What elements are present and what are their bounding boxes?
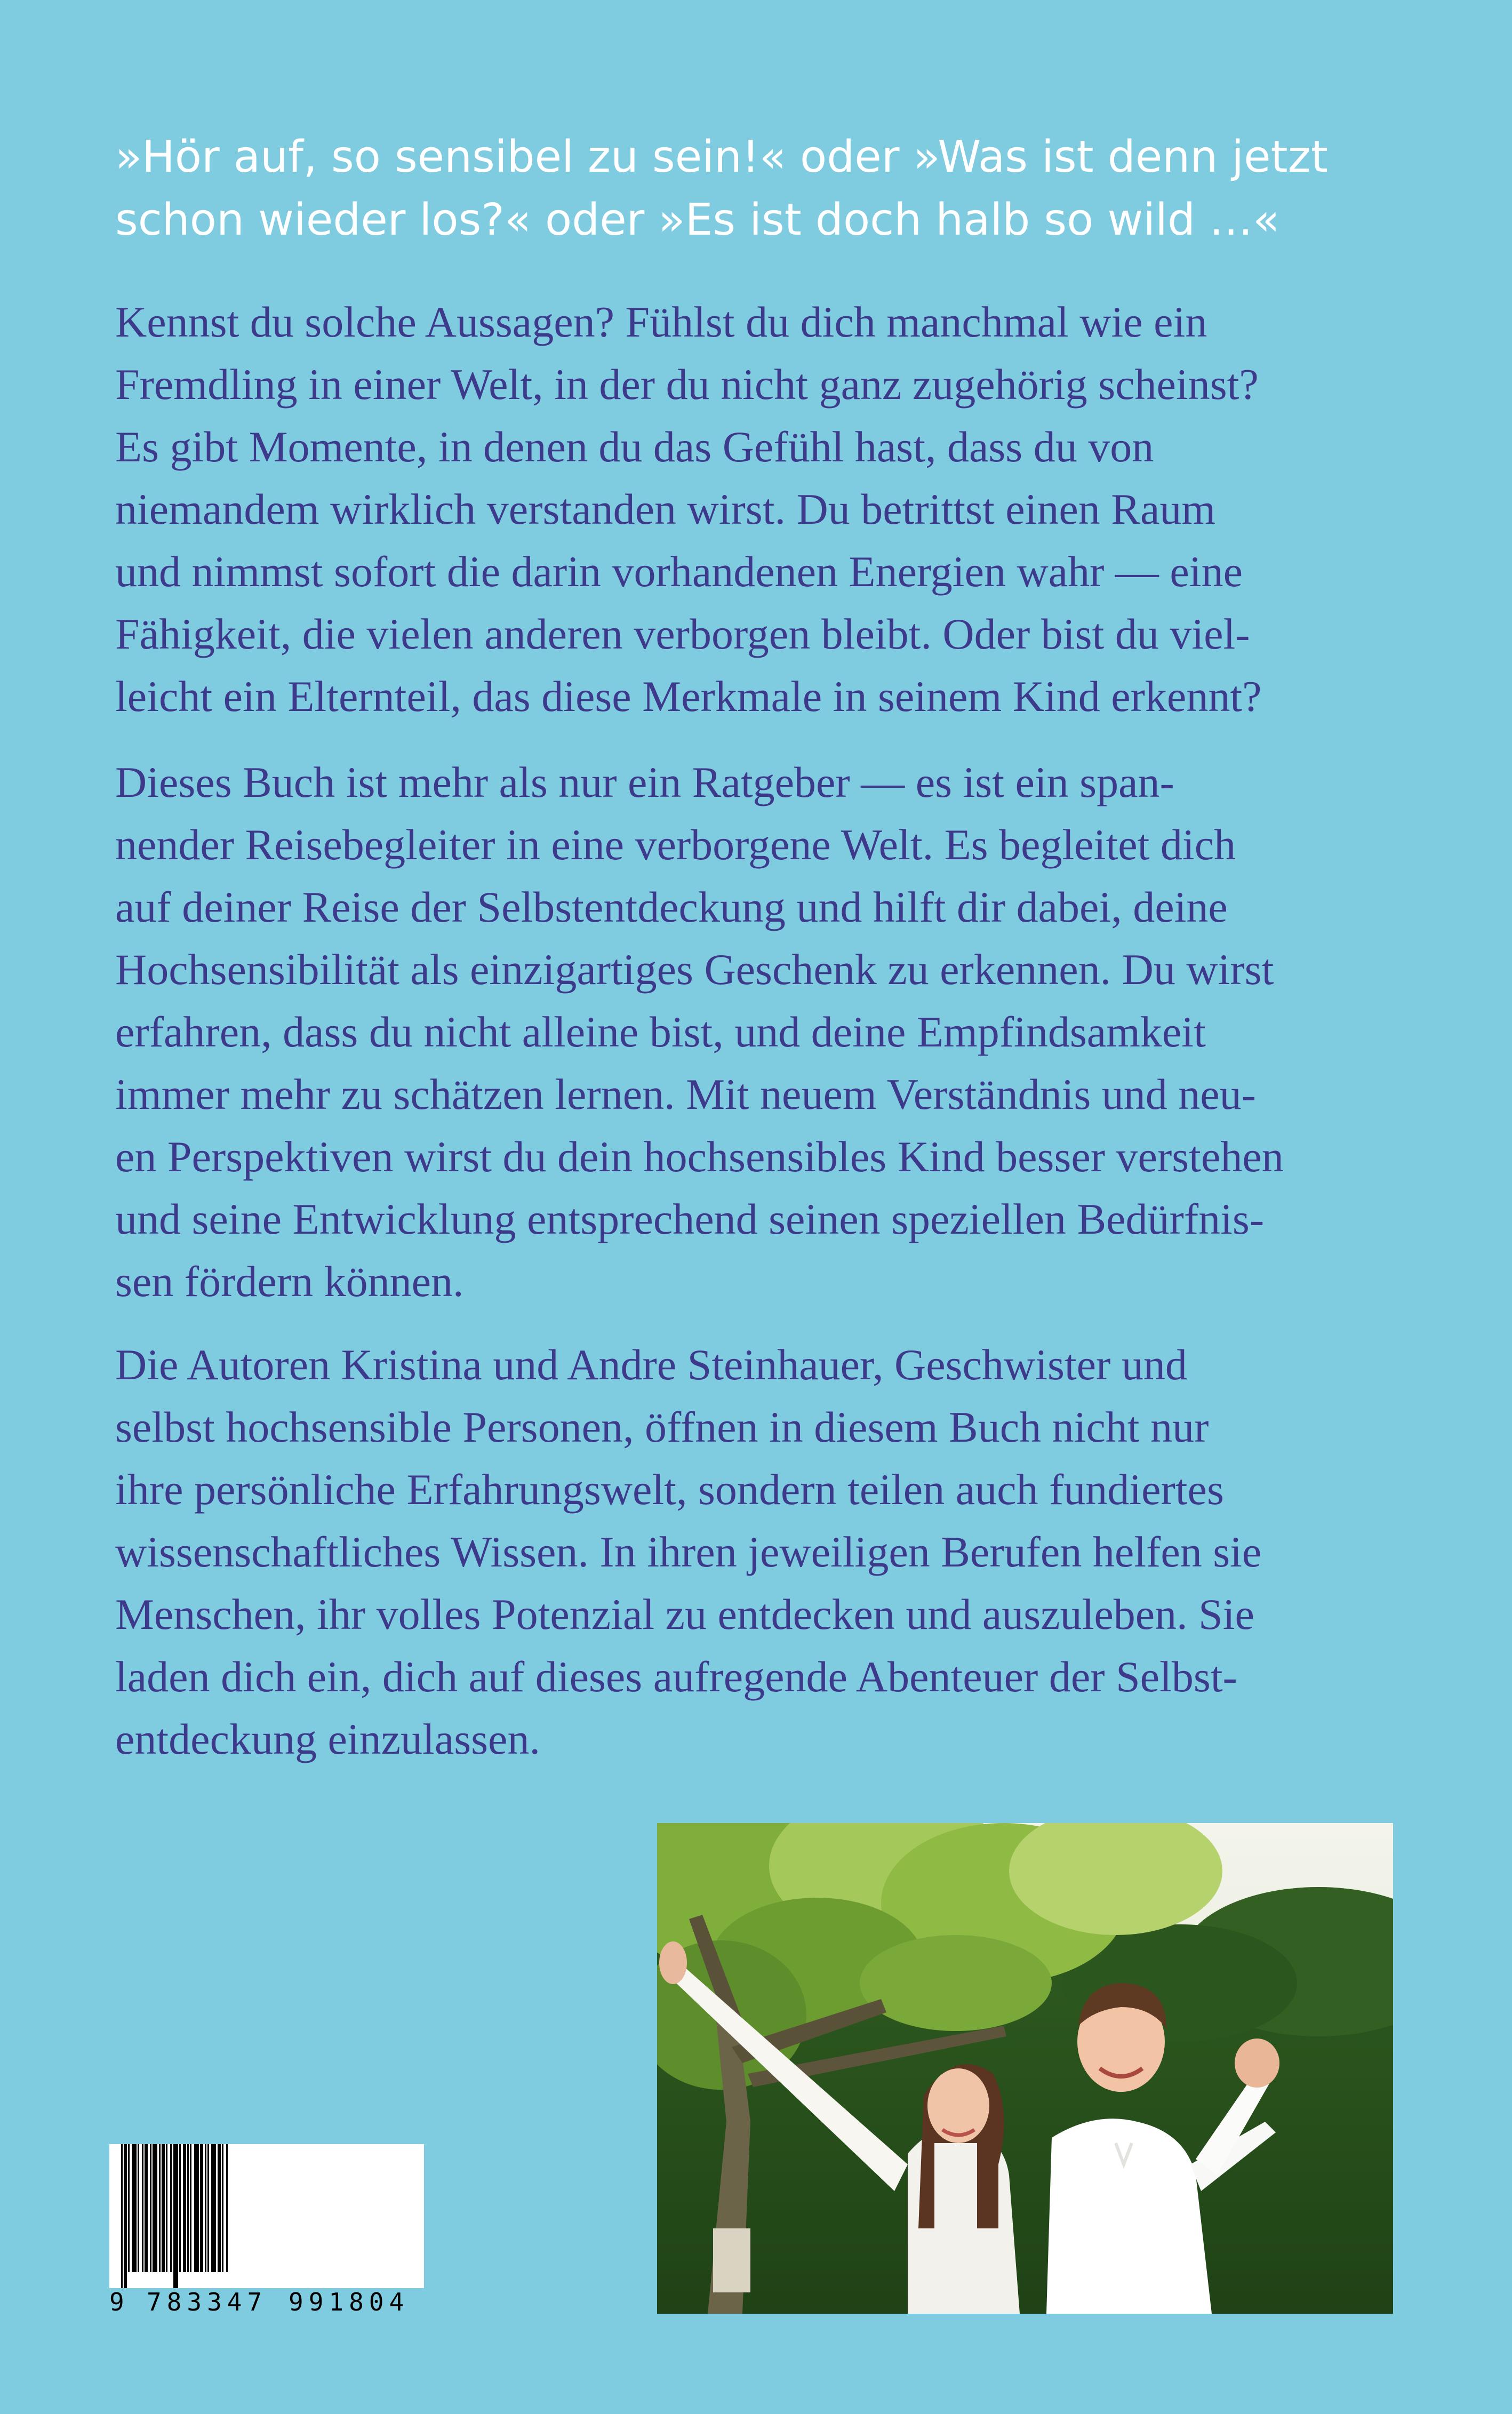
headline-line: schon wieder los?« oder »Es ist doch halb so wild …«	[115, 195, 1280, 245]
text-line: Fähigkeit, die vielen anderen verborgen bleibt. Oder bist du viel-	[115, 610, 1250, 658]
barcode-bar	[218, 2144, 221, 2272]
barcode-bar	[121, 2144, 123, 2288]
barcode-bar	[205, 2144, 206, 2272]
text-line: niemandem wirklich verstanden wirst. Du betrittst einen Raum	[115, 485, 1216, 533]
text-line: laden dich ein, dich auf dieses aufregende Abenteuer der Selbst-	[115, 1652, 1237, 1701]
text-line: Die Autoren Kristina und Andre Steinhauer, Geschwister und	[115, 1340, 1187, 1389]
text-line: Fremdling in einer Welt, in der du nicht ganz zugehörig scheinst?	[115, 360, 1259, 409]
barcode-bar	[190, 2144, 191, 2272]
text-line: Es gibt Momente, in denen du das Gefühl hast, dass du von	[115, 422, 1154, 471]
blurb-paragraph-3	[115, 1333, 1427, 1770]
text-line: Hochsensibilität als einzigartiges Geschenk zu erkennen. Du wirst	[115, 945, 1274, 994]
barcode-bar	[138, 2144, 139, 2272]
text-line: en Perspektiven wirst du dein hochsensibles Kind besser verstehen	[115, 1132, 1284, 1181]
text-line: nender Reisebegleiter in eine verborgene Welt. Es begleitet dich	[115, 820, 1236, 869]
barcode-bar	[187, 2144, 189, 2272]
text-line: Dieses Buch ist mehr als nur ein Ratgeber — es ist ein span-	[115, 758, 1174, 806]
barcode-bar	[183, 2144, 186, 2272]
barcode-bar	[145, 2144, 148, 2272]
blurb-paragraph-2	[115, 751, 1427, 1313]
barcode-bar	[179, 2144, 181, 2272]
text-line: selbst hochsensible Personen, öffnen in diesem Buch nicht nur	[115, 1403, 1209, 1451]
text-line: und seine Entwicklung entsprechend seinen speziellen Bedürfnis-	[115, 1195, 1265, 1243]
isbn-digit-first: 9	[109, 2288, 124, 2316]
text-line: wissenschaftliches Wissen. In ihren jeweiligen Berufen helfen sie	[115, 1528, 1262, 1576]
text-line: leicht ein Elternteil, das diese Merkmale in seinem Kind erkennt?	[115, 672, 1262, 721]
barcode-bar	[162, 2144, 165, 2272]
text-line: erfahren, dass du nicht alleine bist, und deine Empfindsamkeit	[115, 1008, 1206, 1056]
barcode-bar	[194, 2144, 199, 2272]
barcode-bar	[124, 2144, 127, 2288]
text-line: entdeckung einzulassen.	[115, 1715, 540, 1763]
isbn-digits	[109, 2286, 429, 2414]
barcode-bar	[170, 2144, 172, 2272]
isbn-digits-right: 991804	[289, 2288, 410, 2316]
author-photo	[657, 1823, 1393, 2314]
barcode-bar	[166, 2144, 167, 2272]
text-line: ihre persönliche Erfahrungswelt, sondern teilen auch fundiertes	[115, 1465, 1224, 1514]
barcode-bar	[173, 2144, 178, 2288]
barcode-bar	[200, 2144, 203, 2272]
headline-line: »Hör auf, so sensibel zu sein!« oder »Was ist denn jetzt	[115, 132, 1328, 182]
text-line: sen fördern können.	[115, 1257, 464, 1306]
text-line: auf deiner Reise der Selbstentdeckung und hilft dir dabei, deine	[115, 883, 1228, 931]
barcode-bar	[211, 2144, 216, 2272]
text-line: Menschen, ihr volles Potenzial zu entdecken und auszuleben. Sie	[115, 1590, 1254, 1638]
barcode-bar	[207, 2144, 209, 2272]
barcode-bars	[109, 2144, 424, 2288]
barcode-bar	[142, 2144, 143, 2272]
barcode-bar	[226, 2144, 228, 2272]
barcode-bar	[132, 2144, 137, 2272]
barcode-bar	[128, 2144, 130, 2272]
barcode-bar	[153, 2144, 157, 2272]
author-photo-illustration	[657, 1823, 1393, 2314]
text-line: Kennst du solche Aussagen? Fühlst du dich manchmal wie ein	[115, 298, 1207, 346]
text-line: immer mehr zu schätzen lernen. Mit neuem Verständnis und neu-	[115, 1070, 1256, 1118]
barcode-bar	[150, 2144, 151, 2272]
barcode-bar	[159, 2144, 161, 2272]
cover-headline	[115, 126, 1427, 252]
text-line: und nimmst sofort die darin vorhandenen Energien wahr — eine	[115, 547, 1243, 596]
blurb-paragraph-1	[115, 291, 1427, 728]
barcode-bar	[222, 2144, 223, 2272]
isbn-digits-left: 783347	[147, 2288, 268, 2316]
